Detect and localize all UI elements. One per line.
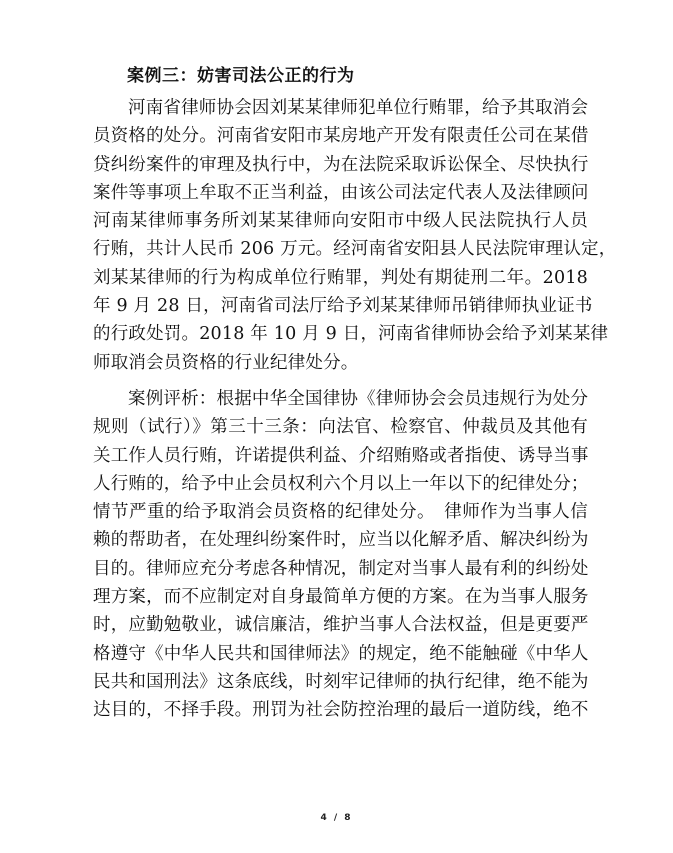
text-line: 案件等事项上牟取不正当利益，由该公司法定代表人及法律顾问: [93, 182, 589, 203]
text-line: 行贿，共计人民币 206 万元。经河南省安阳县人民法院审理认定，: [93, 239, 617, 260]
text-line: 赖的帮助者，在处理纠纷案件时，应当以化解矛盾、解决纠纷为: [93, 530, 589, 551]
text-line: 刘某某律师的行为构成单位行贿罪，判处有期徒刑二年。2018: [93, 267, 588, 288]
paragraph-gap: [93, 377, 588, 385]
text-line: 关工作人员行贿，许诺提供利益、介绍贿赂或者指使、诱导当事: [93, 445, 589, 466]
text-line: 人行贿的，给予中止会员权利六个月以上一年以下的纪律处分；: [93, 473, 589, 494]
text-line: 时，应勤勉敬业，诚信廉洁，维护当事人合法权益，但是更要严: [93, 615, 589, 636]
case-title: 案例三：妨害司法公正的行为: [127, 66, 355, 86]
text-line: 目的。律师应充分考虑各种情况，制定对当事人最有利的纠纷处: [93, 558, 589, 579]
page-number: 4 / 8: [320, 813, 353, 823]
paragraph-case-description: [93, 94, 617, 377]
text-line: 情节严重的给予取消会员资格的纪律处分。 律师作为当事人信: [93, 502, 588, 523]
document-content: [93, 64, 617, 725]
paragraph-case-analysis: [93, 385, 588, 725]
text-line: 达目的，不择手段。刑罚为社会防控治理的最后一道防线，绝不: [93, 700, 589, 721]
text-line: 河南省律师协会因刘某某律师犯单位行贿罪，给予其取消会: [128, 98, 589, 118]
text-line: 员资格的处分。河南省安阳市某房地产开发有限责任公司在某借: [93, 126, 589, 147]
text-line: 案例评析：根据中华全国律协《律师协会会员违规行为处分: [128, 388, 589, 409]
text-line: 理方案，而不应制定对自身最简单方便的方案。在为当事人服务: [93, 587, 589, 608]
text-line: 河南某律师事务所刘某某律师向安阳市中级人民法院执行人员: [93, 211, 588, 232]
text-line: 年 9 月 28 日，河南省司法厅给予刘某某律师吊销律师执业证书: [93, 296, 593, 317]
text-line: 格遵守《中华人民共和国律师法》的规定，绝不能触碰《中华人: [93, 643, 589, 664]
text-line: 贷纠纷案件的审理及执行中，为在法院采取诉讼保全、尽快执行: [93, 154, 589, 175]
text-line: 师取消会员资格的行业纪律处分。: [93, 352, 359, 373]
text-line: 的行政处罚。2018 年 10 月 9 日，河南省律师协会给予刘某某律: [93, 324, 609, 345]
text-line: 规则（试行）》第三十三条：向法官、检察官、仲裁员及其他有: [93, 417, 588, 438]
text-line: 民共和国刑法》这条底线，时刻牢记律师的执行纪律，绝不能为: [93, 671, 589, 692]
